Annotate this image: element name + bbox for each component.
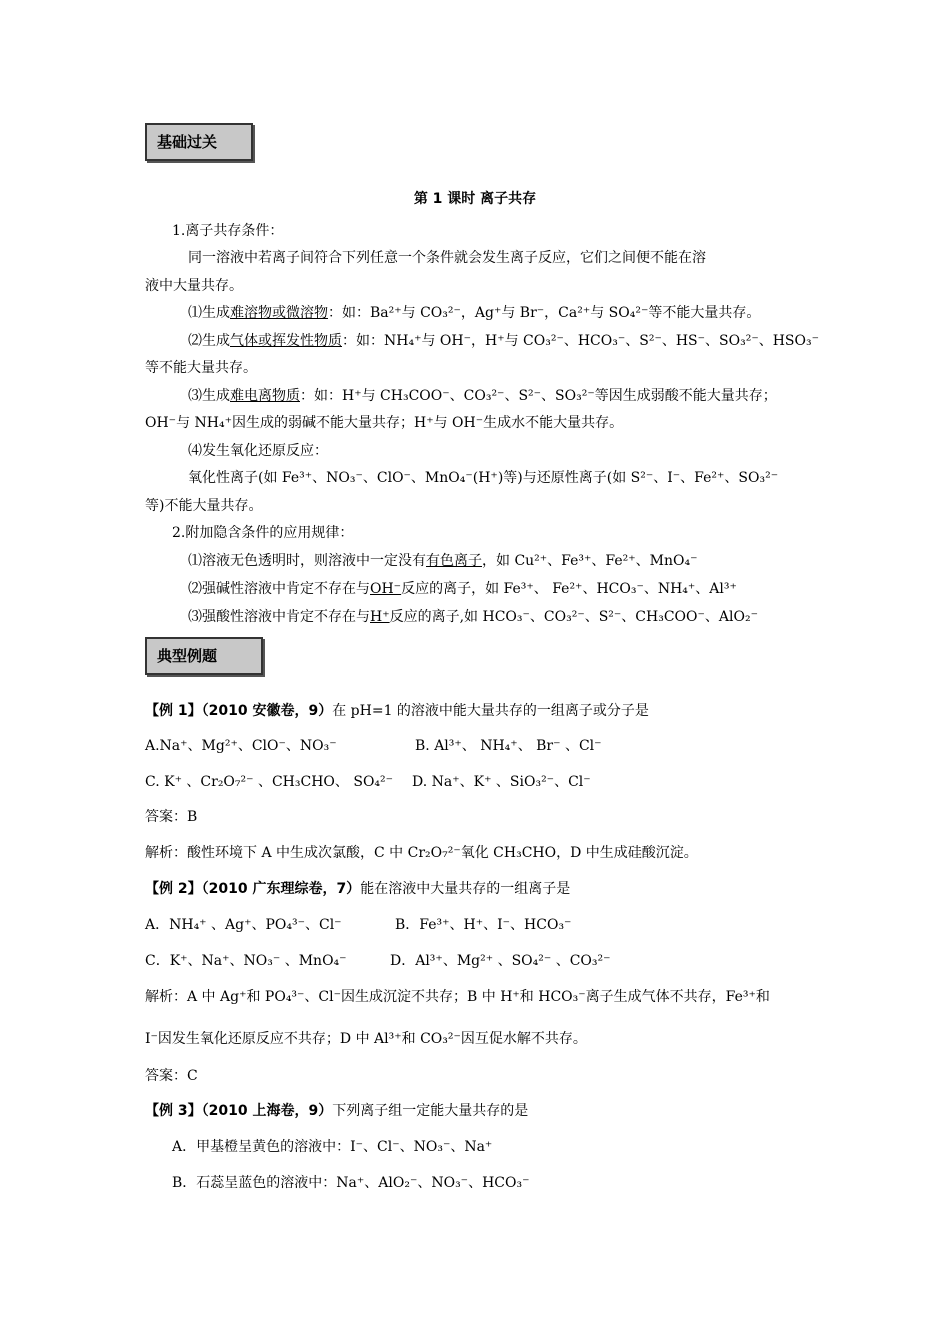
section-box-basics xyxy=(145,123,253,161)
condition-3 xyxy=(188,386,777,406)
rule-text: ，如 Cu²⁺、Fe³⁺、Fe²⁺、MnO₄⁻ xyxy=(482,553,698,569)
example-source: （2010 广东理综卷，7） xyxy=(201,881,361,897)
condition-text: ：如：NH₄⁺与 OH⁻，H⁺与 CO₃²⁻、HCO₃⁻、S²⁻、HS⁻、SO₃²⁻、HSO₃⁻ xyxy=(342,333,819,349)
example-1-option-d: D. Na⁺、K⁺ 、SiO₃²⁻、Cl⁻ xyxy=(412,774,591,790)
example-2-analysis-2: I⁻因发生氧化还原反应不共存；D 中 Al³⁺和 CO₃²⁻因互促水解不共存。 xyxy=(145,1031,587,1047)
rule-text: 反应的离子,如 HCO₃⁻、CO₃²⁻、S²⁻、CH₃COO⁻、AlO₂⁻ xyxy=(389,609,758,625)
condition-2 xyxy=(188,331,819,351)
intro-line-1: 同一溶液中若离子间符合下列任意一个条件就会发生离子反应，它们之间便不能在溶 xyxy=(188,250,706,266)
condition-1 xyxy=(188,303,760,323)
example-1-option-c: C. K⁺ 、Cr₂O₇²⁻ 、CH₃CHO、 SO₄²⁻ xyxy=(145,774,394,790)
example-3-option-b: B．石蕊呈蓝色的溶液中：Na⁺、AlO₂⁻、NO₃⁻、HCO₃⁻ xyxy=(172,1175,530,1191)
rule-3 xyxy=(188,607,758,627)
condition-prefix: ⑴生成 xyxy=(188,305,230,321)
intro-line-2: 液中大量共存。 xyxy=(145,278,243,294)
rule-keyword: 有色离子 xyxy=(426,553,482,569)
rule-prefix: ⑶强酸性溶液中肯定不存在与 xyxy=(188,609,370,625)
example-2-answer: 答案：C xyxy=(145,1068,198,1084)
condition-keyword: 难溶物或微溶物 xyxy=(230,305,328,321)
section-label: 基础过关 xyxy=(157,132,218,151)
heading-hidden-conditions: 2.附加隐含条件的应用规律： xyxy=(172,525,354,541)
condition-4-line-1: 氧化性离子(如 Fe³⁺、NO₃⁻、ClO⁻、MnO₄⁻(H⁺)等)与还原性离子(如 S²⁻、I⁻、Fe²⁺、SO₃²⁻ xyxy=(188,470,779,486)
rule-2 xyxy=(188,579,737,599)
example-3-question xyxy=(145,1101,528,1121)
condition-prefix: ⑶生成 xyxy=(188,388,230,404)
example-tag: 【例 2】 xyxy=(145,881,202,897)
rule-keyword: H⁺ xyxy=(370,609,390,625)
example-source: （2010 安徽卷，9） xyxy=(201,703,333,719)
rule-keyword: OH⁻ xyxy=(370,581,402,597)
rule-text: 反应的离子，如 Fe³⁺、 Fe²⁺、HCO₃⁻、NH₄⁺、Al³⁺ xyxy=(401,581,737,597)
rule-prefix: ⑴溶液无色透明时，则溶液中一定没有 xyxy=(188,553,426,569)
example-2-question xyxy=(145,879,570,899)
heading-conditions: 1.离子共存条件： xyxy=(172,223,284,239)
lesson-title: 第 1 课时 离子共存 xyxy=(413,191,537,207)
condition-4: ⑷发生氧化还原反应： xyxy=(188,443,328,459)
condition-text: ：如：H⁺与 CH₃COO⁻、CO₃²⁻、S²⁻、SO₃²⁻等因生成弱酸不能大量共存； xyxy=(300,388,777,404)
condition-4-line-2: 等)不能大量共存。 xyxy=(145,498,263,514)
example-question: 下列离子组一定能大量共存的是 xyxy=(332,1103,529,1119)
rule-prefix: ⑵强碱性溶液中肯定不存在与 xyxy=(188,581,370,597)
example-1-analysis: 解析：酸性环境下 A 中生成次氯酸，C 中 Cr₂O₇²⁻氧化 CH₃CHO，D 中生成硅酸沉淀。 xyxy=(145,845,698,861)
example-1-option-a: A.Na⁺、Mg²⁺、ClO⁻、NO₃⁻ xyxy=(145,738,337,754)
condition-text: ：如：Ba²⁺与 CO₃²⁻，Ag⁺与 Br⁻，Ca²⁺与 SO₄²⁻等不能大量共存。 xyxy=(328,305,761,321)
example-3-option-a: A．甲基橙呈黄色的溶液中：I⁻、Cl⁻、NO₃⁻、Na⁺ xyxy=(172,1139,493,1155)
example-2-option-a: A．NH₄⁺ 、Ag⁺、PO₄³⁻、Cl⁻ xyxy=(145,917,342,933)
example-tag: 【例 1】 xyxy=(145,703,202,719)
example-1-answer: 答案：B xyxy=(145,809,198,825)
condition-3-cont: OH⁻与 NH₄⁺因生成的弱碱不能大量共存；H⁺与 OH⁻生成水不能大量共存。 xyxy=(145,415,624,431)
condition-prefix: ⑵生成 xyxy=(188,333,230,349)
example-source: （2010 上海卷，9） xyxy=(201,1103,333,1119)
example-2-option-b: B．Fe³⁺、H⁺、I⁻、HCO₃⁻ xyxy=(395,917,572,933)
condition-2-cont: 等不能大量共存。 xyxy=(145,360,257,376)
condition-keyword: 难电离物质 xyxy=(230,388,300,404)
condition-keyword: 气体或挥发性物质 xyxy=(230,333,342,349)
rule-1 xyxy=(188,551,697,571)
example-2-option-d: D．Al³⁺、Mg²⁺ 、SO₄²⁻ 、CO₃²⁻ xyxy=(390,953,611,969)
section-label: 典型例题 xyxy=(157,646,218,665)
example-1-option-b: B. Al³⁺、 NH₄⁺、 Br⁻ 、Cl⁻ xyxy=(415,738,602,754)
example-tag: 【例 3】 xyxy=(145,1103,202,1119)
section-box-examples xyxy=(145,637,263,675)
example-question: 在 pH=1 的溶液中能大量共存的一组离子或分子是 xyxy=(332,703,649,719)
example-1-question xyxy=(145,701,649,721)
example-2-option-c: C．K⁺、Na⁺、NO₃⁻ 、MnO₄⁻ xyxy=(145,953,347,969)
example-2-analysis-1: 解析：A 中 Ag⁺和 PO₄³⁻、Cl⁻因生成沉淀不共存；B 中 H⁺和 HCO₃⁻离子生成气体不共存，Fe³⁺和 xyxy=(145,989,770,1005)
example-question: 能在溶液中大量共存的一组离子是 xyxy=(360,881,571,897)
